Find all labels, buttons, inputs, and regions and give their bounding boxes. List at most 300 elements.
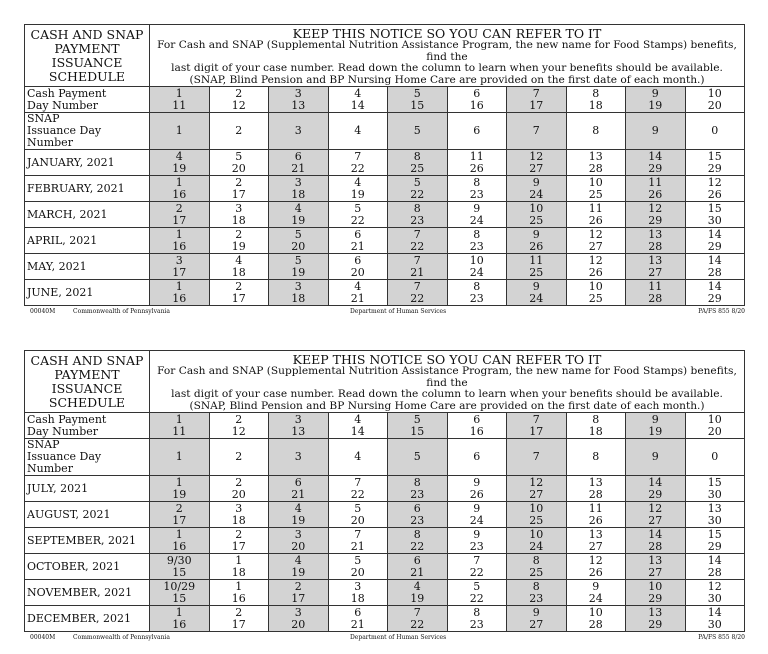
schedule-2 [24, 350, 745, 646]
title-line: SCHEDULE [48, 394, 126, 410]
day-value: 28 [588, 161, 603, 175]
day-value: 22 [410, 539, 425, 553]
month-day-cell [626, 254, 686, 280]
day-value: 29 [707, 291, 722, 305]
day-value: 1 [175, 175, 183, 189]
month-day-cell [328, 176, 388, 202]
month-day-cell [388, 202, 448, 228]
day-value: 9 [592, 579, 600, 593]
month-day-cell [685, 528, 745, 554]
day-value: 4 [294, 553, 302, 567]
month-name: JANUARY, 2021 [25, 150, 150, 176]
day-value: 24 [588, 591, 603, 605]
day-value: 18 [231, 513, 246, 527]
month-name: JUNE, 2021 [25, 280, 150, 306]
month-day-cell [388, 606, 448, 632]
day-value: 12 [588, 253, 603, 267]
day-value: 1 [175, 227, 183, 241]
day-value: 10 [469, 253, 484, 267]
month-day-cell [685, 176, 745, 202]
day-value: 14 [707, 279, 722, 293]
day-value: 12 [529, 475, 544, 489]
day-value: 18 [231, 565, 246, 579]
schedule-body [25, 25, 745, 306]
notice-line: (SNAP, Blind Pension and BP Nursing Home Care are provided on the first date of each month.) [189, 399, 705, 412]
notice-line: For Cash and SNAP (Supplemental Nutrition Assistance Program, the new name for Food Stamps) benefits, find the [157, 365, 737, 389]
notice-heading: KEEP THIS NOTICE SO YOU CAN REFER TO IT [292, 26, 602, 41]
day-value: 12 [231, 98, 246, 112]
footer-code: 00040M [30, 634, 56, 641]
month-day-cell [685, 202, 745, 228]
notice-text [150, 351, 745, 413]
day-value: 16 [172, 187, 187, 201]
day-value: 11 [588, 201, 603, 215]
day-value: 8 [592, 450, 600, 463]
day-value: 14 [648, 527, 663, 541]
day-value: 7 [532, 450, 540, 463]
snap-day-cell [150, 113, 210, 150]
month-day-cell [388, 476, 448, 502]
notice-text [150, 25, 745, 87]
day-value: 18 [291, 187, 306, 201]
day-value: 11 [529, 253, 544, 267]
snap-day-cell [269, 439, 329, 476]
day-value: 23 [469, 239, 484, 253]
day-value: 23 [410, 513, 425, 527]
month-day-cell [566, 528, 626, 554]
month-row [25, 202, 745, 228]
day-value: 6 [473, 86, 481, 100]
day-value: 4 [354, 124, 362, 137]
month-day-cell [328, 202, 388, 228]
snap-day-cell [150, 439, 210, 476]
day-value: 26 [469, 161, 484, 175]
day-value: 5 [294, 227, 302, 241]
day-value: 30 [707, 213, 722, 227]
day-value: 24 [469, 213, 484, 227]
month-row [25, 150, 745, 176]
notice-heading: KEEP THIS NOTICE SO YOU CAN REFER TO IT [292, 352, 602, 367]
day-value: 22 [350, 213, 365, 227]
title-line: PAYMENT ISSUANCE [51, 366, 123, 396]
month-day-cell [507, 580, 567, 606]
day-value: 2 [294, 579, 302, 593]
day-value: 17 [231, 187, 246, 201]
day-value: 17 [172, 513, 187, 527]
month-day-cell [150, 202, 210, 228]
day-value: 14 [350, 98, 365, 112]
month-day-cell [328, 528, 388, 554]
day-value: 15 [172, 591, 187, 605]
month-day-cell [626, 280, 686, 306]
day-value: 6 [354, 227, 362, 241]
day-value: 2 [235, 412, 243, 426]
month-day-cell [507, 280, 567, 306]
month-day-cell [150, 228, 210, 254]
month-day-cell [328, 150, 388, 176]
cash-day-cell [685, 413, 745, 439]
day-value: 1 [175, 605, 183, 619]
day-value: 20 [231, 487, 246, 501]
footer-department: Department of Human Services [350, 634, 447, 641]
day-value: 17 [529, 424, 544, 438]
title-line: PAYMENT ISSUANCE [51, 40, 123, 70]
day-value: 2 [235, 475, 243, 489]
day-value: 24 [529, 187, 544, 201]
month-day-cell [626, 580, 686, 606]
notice-line: (SNAP, Blind Pension and BP Nursing Home Care are provided on the first date of each month.) [189, 73, 705, 86]
day-value: 3 [354, 579, 362, 593]
day-value: 6 [413, 501, 421, 515]
month-day-cell [447, 554, 507, 580]
month-row [25, 176, 745, 202]
day-value: 27 [529, 487, 544, 501]
day-value: 29 [707, 539, 722, 553]
snap-day-cell [685, 113, 745, 150]
day-value: 2 [235, 605, 243, 619]
footer-form-number: PA/FS 855 8/20 [698, 308, 745, 315]
month-day-cell [209, 528, 269, 554]
day-value: 3 [294, 124, 302, 137]
month-day-cell [507, 476, 567, 502]
month-day-cell [269, 502, 329, 528]
label-line: Day Number [27, 424, 99, 438]
day-value: 20 [291, 617, 306, 631]
day-value: 16 [469, 424, 484, 438]
day-value: 20 [350, 565, 365, 579]
day-value: 27 [529, 617, 544, 631]
title-line: CASH AND SNAP [30, 26, 144, 42]
day-value: 3 [294, 605, 302, 619]
cash-day-cell [685, 87, 745, 113]
day-value: 10 [648, 579, 663, 593]
day-value: 9 [473, 475, 481, 489]
day-value: 1 [175, 124, 183, 137]
day-value: 8 [413, 201, 421, 215]
day-value: 5 [413, 450, 421, 463]
month-day-cell [150, 528, 210, 554]
month-day-cell [447, 228, 507, 254]
month-day-cell [507, 150, 567, 176]
cash-day-cell [150, 87, 210, 113]
day-value: 29 [648, 487, 663, 501]
snap-day-cell [388, 113, 448, 150]
snap-day-cell [566, 113, 626, 150]
day-value: 29 [648, 161, 663, 175]
day-value: 17 [172, 265, 187, 279]
schedule-1 [24, 24, 745, 320]
month-name: FEBRUARY, 2021 [25, 176, 150, 202]
month-day-cell [150, 502, 210, 528]
notice-line: last digit of your case number. Read down the column to learn when your benefits should be available. [171, 388, 723, 400]
day-value: 6 [473, 412, 481, 426]
day-value: 19 [350, 187, 365, 201]
cash-day-cell [388, 413, 448, 439]
month-day-cell [150, 150, 210, 176]
day-value: 23 [469, 187, 484, 201]
snap-day-cell [566, 439, 626, 476]
day-value: 5 [473, 579, 481, 593]
month-day-cell [566, 476, 626, 502]
day-value: 25 [529, 565, 544, 579]
day-value: 9 [532, 279, 540, 293]
day-value: 13 [648, 253, 663, 267]
day-value: 26 [529, 239, 544, 253]
day-value: 6 [294, 149, 302, 163]
month-day-cell [566, 554, 626, 580]
day-value: 1 [175, 475, 183, 489]
day-value: 14 [350, 424, 365, 438]
day-value: 22 [350, 487, 365, 501]
month-day-cell [507, 528, 567, 554]
day-value: 9 [532, 605, 540, 619]
month-day-cell [209, 254, 269, 280]
day-value: 26 [469, 487, 484, 501]
day-value: 23 [410, 487, 425, 501]
day-value: 5 [354, 501, 362, 515]
day-value: 5 [235, 149, 243, 163]
day-value: 23 [469, 617, 484, 631]
month-day-cell [566, 176, 626, 202]
day-value: 13 [588, 149, 603, 163]
day-value: 10 [529, 527, 544, 541]
label-line: Issuance Day Number [27, 450, 102, 475]
day-value: 10 [588, 605, 603, 619]
label-line: Cash Payment [27, 412, 107, 426]
month-day-cell [566, 150, 626, 176]
day-value: 19 [291, 565, 306, 579]
day-value: 28 [648, 291, 663, 305]
month-day-cell [150, 554, 210, 580]
day-value: 5 [354, 553, 362, 567]
month-day-cell [685, 476, 745, 502]
cash-day-cell [566, 87, 626, 113]
day-value: 13 [588, 475, 603, 489]
month-day-cell [269, 606, 329, 632]
day-value: 18 [350, 591, 365, 605]
header-row [25, 25, 745, 87]
month-day-cell [388, 502, 448, 528]
day-value: 1 [235, 553, 243, 567]
month-day-cell [328, 554, 388, 580]
day-value: 16 [172, 539, 187, 553]
day-value: 15 [707, 475, 722, 489]
day-value: 17 [231, 539, 246, 553]
day-value: 19 [648, 424, 663, 438]
day-value: 7 [354, 475, 362, 489]
day-value: 14 [707, 227, 722, 241]
row-label-snap [25, 113, 150, 150]
day-value: 12 [588, 227, 603, 241]
month-row [25, 580, 745, 606]
month-day-cell [447, 476, 507, 502]
day-value: 20 [350, 265, 365, 279]
cash-day-cell [269, 87, 329, 113]
footer-form-number: PA/FS 855 8/20 [698, 634, 745, 641]
cash-day-cell [626, 413, 686, 439]
day-value: 4 [294, 201, 302, 215]
day-value: 18 [231, 213, 246, 227]
day-value: 19 [291, 513, 306, 527]
month-day-cell [150, 606, 210, 632]
header-row [25, 351, 745, 413]
day-value: 11 [588, 501, 603, 515]
day-value: 22 [469, 591, 484, 605]
month-day-cell [209, 554, 269, 580]
day-value: 6 [294, 475, 302, 489]
day-value: 20 [350, 513, 365, 527]
month-day-cell [566, 502, 626, 528]
day-value: 6 [413, 553, 421, 567]
snap-issuance-row [25, 439, 745, 476]
month-day-cell [685, 280, 745, 306]
day-value: 5 [413, 175, 421, 189]
day-value: 24 [529, 291, 544, 305]
day-value: 19 [172, 487, 187, 501]
day-value: 27 [648, 265, 663, 279]
day-value: 7 [354, 527, 362, 541]
day-value: 8 [592, 412, 600, 426]
day-value: 9 [532, 227, 540, 241]
day-value: 30 [707, 591, 722, 605]
cash-day-cell [328, 87, 388, 113]
month-day-cell [447, 502, 507, 528]
month-row [25, 280, 745, 306]
day-value: 8 [592, 124, 600, 137]
day-value: 17 [291, 591, 306, 605]
day-value: 15 [707, 527, 722, 541]
day-value: 15 [707, 201, 722, 215]
month-day-cell [269, 228, 329, 254]
schedule-title [25, 25, 150, 87]
day-value: 2 [235, 450, 243, 463]
cash-day-cell [626, 87, 686, 113]
day-value: 16 [172, 617, 187, 631]
schedule-title [25, 351, 150, 413]
month-day-cell [685, 502, 745, 528]
month-row [25, 228, 745, 254]
month-day-cell [626, 476, 686, 502]
title-line: CASH AND SNAP [30, 352, 144, 368]
snap-issuance-row [25, 113, 745, 150]
page-footer [24, 634, 745, 646]
day-value: 10 [529, 201, 544, 215]
month-day-cell [209, 176, 269, 202]
cash-day-cell [566, 413, 626, 439]
label-line: Issuance Day Number [27, 124, 102, 149]
day-value: 15 [410, 424, 425, 438]
day-value: 23 [469, 539, 484, 553]
day-value: 8 [413, 475, 421, 489]
month-day-cell [269, 476, 329, 502]
title-line: SCHEDULE [48, 68, 126, 84]
day-value: 7 [413, 253, 421, 267]
day-value: 13 [291, 424, 306, 438]
day-value: 7 [473, 553, 481, 567]
day-value: 16 [172, 239, 187, 253]
month-row [25, 502, 745, 528]
month-day-cell [447, 150, 507, 176]
day-value: 9 [532, 175, 540, 189]
day-value: 9 [651, 124, 659, 137]
day-value: 10 [588, 175, 603, 189]
month-day-cell [626, 502, 686, 528]
day-value: 26 [707, 187, 722, 201]
day-value: 13 [291, 98, 306, 112]
day-value: 29 [707, 161, 722, 175]
day-value: 8 [532, 579, 540, 593]
day-value: 27 [588, 539, 603, 553]
day-value: 3 [294, 175, 302, 189]
month-day-cell [388, 528, 448, 554]
day-value: 19 [410, 591, 425, 605]
day-value: 30 [707, 513, 722, 527]
month-name: AUGUST, 2021 [25, 502, 150, 528]
day-value: 19 [291, 213, 306, 227]
snap-day-cell [447, 439, 507, 476]
day-value: 4 [294, 501, 302, 515]
day-value: 13 [648, 605, 663, 619]
day-value: 6 [354, 253, 362, 267]
day-value: 2 [235, 124, 243, 137]
day-value: 27 [588, 239, 603, 253]
snap-day-cell [209, 113, 269, 150]
day-value: 20 [291, 239, 306, 253]
day-value: 12 [588, 553, 603, 567]
day-value: 9 [651, 450, 659, 463]
day-value: 7 [532, 412, 540, 426]
day-value: 8 [473, 175, 481, 189]
day-value: 11 [648, 279, 663, 293]
day-value: 24 [469, 265, 484, 279]
day-value: 2 [175, 501, 183, 515]
day-value: 5 [354, 201, 362, 215]
day-value: 23 [529, 591, 544, 605]
month-day-cell [566, 606, 626, 632]
day-value: 10/29 [163, 579, 196, 593]
day-value: 21 [350, 239, 365, 253]
day-value: 0 [711, 450, 719, 463]
month-day-cell [566, 228, 626, 254]
day-value: 30 [707, 617, 722, 631]
day-value: 6 [354, 605, 362, 619]
day-value: 16 [469, 98, 484, 112]
month-day-cell [507, 606, 567, 632]
month-day-cell [626, 528, 686, 554]
day-value: 29 [648, 591, 663, 605]
day-value: 17 [231, 617, 246, 631]
notice-line: For Cash and SNAP (Supplemental Nutrition Assistance Program, the new name for Food Stamps) benefits, find the [157, 39, 737, 63]
footer-agency: Commonwealth of Pennsylvania [73, 308, 170, 315]
month-day-cell [209, 202, 269, 228]
footer-agency: Commonwealth of Pennsylvania [73, 634, 170, 641]
month-day-cell [626, 150, 686, 176]
day-value: 10 [707, 86, 722, 100]
day-value: 18 [291, 291, 306, 305]
month-day-cell [150, 176, 210, 202]
snap-day-cell [209, 439, 269, 476]
snap-day-cell [507, 113, 567, 150]
month-day-cell [209, 150, 269, 176]
day-value: 8 [473, 227, 481, 241]
day-value: 12 [231, 424, 246, 438]
day-value: 2 [235, 227, 243, 241]
month-day-cell [209, 580, 269, 606]
day-value: 14 [707, 605, 722, 619]
day-value: 12 [648, 201, 663, 215]
day-value: 24 [529, 539, 544, 553]
day-value: 14 [648, 149, 663, 163]
